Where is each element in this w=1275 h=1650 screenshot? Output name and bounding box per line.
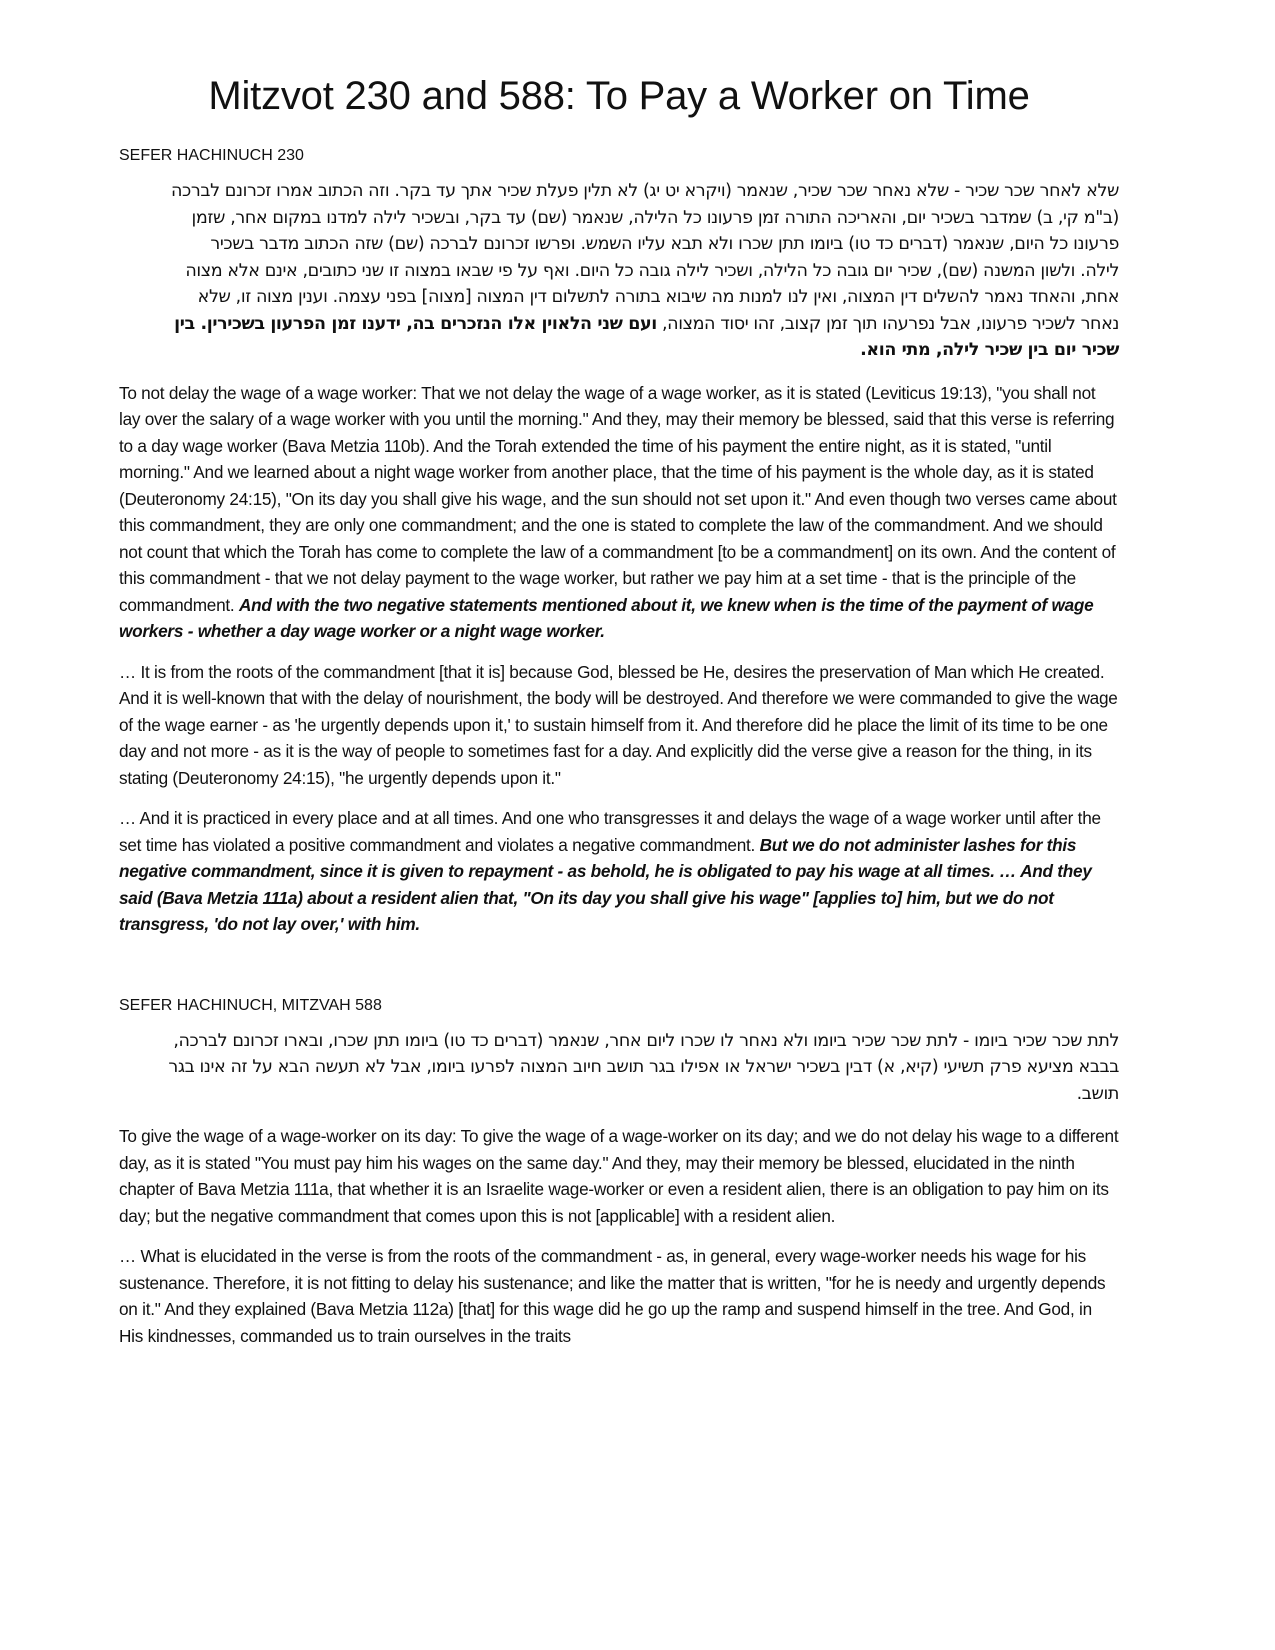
translation-paragraph [119, 805, 1119, 938]
section-label-230: SEFER HACHINUCH 230 [119, 147, 304, 164]
document-page [119, 0, 1119, 1363]
paragraph-text: … And it is practiced in every place and at all times. And one who transgresses it and delays the wage of a wage worker until after the set time has violated a positive commandment and violates a negative commandment. [119, 808, 1101, 855]
hebrew-text: לתת שכר שכיר ביומו - לתת שכר שכיר ביומו ולא נאחר לו שכרו ליום אחר, שנאמר (דברים כד טו) ביומו תתן שכרו, ובארו זכרונם לברכה, בבבא מציעא פרק תשיעי (קיא, א) דבין בשכיר ישראל או אפילו בגר תושב חיוב המצוה לפרעו ביומו, אבל לא תעשה הבא על זה אינו בגר תושב. [168, 1030, 1119, 1104]
paragraph-text: … It is from the roots of the commandment [that it is] because God, blessed be He, desires the preservation of Man which He created. And it is well-known that with the delay of nourishment, the body will be destroyed. And therefore we were commanded to give the wage of the wage earner - as 'he urgently depends upon it,' to sustain himself from it. And therefore did he place the limit of its time to be one day and not more - as it is the way of people to sometimes fast for a day. And explicitly did the verse give a reason for the thing, in its stating (Deuteronomy 24:15), "he urgently depends upon it." [119, 661, 1118, 788]
translation-paragraph [119, 380, 1119, 645]
hebrew-source-230 [119, 178, 1119, 364]
emphasis-text: And with the two negative statements mentioned about it, we knew when is the time of the payment of wage workers - whether a day wage worker or a night wage worker. [119, 594, 1094, 641]
paragraph-text: … What is elucidated in the verse is from the roots of the commandment - as, in general, every wage-worker needs his wage for his sustenance. Therefore, it is not fitting to delay his sustenance; and like the matter that is written, "for he is needy and urgently depends on it." And they explained (Bava Metzia 112a) [that] for this wage did he go up the ramp and suspend himself in the tree. And God, in His kindnesses, commanded us to train ourselves in the traits [119, 1246, 1106, 1346]
section-spacer [119, 952, 1119, 996]
paragraph-text: To give the wage of a wage-worker on its day: To give the wage of a wage-worker on its day; and we do not delay his wage to a different day, as it is stated "You must pay him his wages on the same day." And they, may their memory be blessed, elucidated in the ninth chapter of Bava Metzia 111a, that whether it is an Israelite wage-worker or even a resident alien, there is an obligation to pay him on its day; but the negative commandment that comes upon this is not [applicable] with a resident alien. [119, 1126, 1119, 1226]
emphasis-text: But we do not administer lashes for this negative commandment, since it is given to repayment - as behold, he is obligated to pay his wage at all times. … And they said (Bava Metzia 111a) about a resident alien that, "On its day you shall give his wage" [applies to] him, but we do not transgress, 'do not lay over,' with him. [119, 834, 1092, 934]
hebrew-source-588 [119, 1028, 1119, 1108]
translation-paragraph [119, 659, 1119, 792]
paragraph-text: To not delay the wage of a wage worker: That we not delay the wage of a wage worker, as it is stated (Leviticus 19:13), "you shall not lay over the salary of a wage worker with you until the morning." And they, may their memory be blessed, said that this verse is referring to a day wage worker (Bava Metzia 110b). And the Torah extended the time of his payment the entire night, as it is stated, "until morning." And we learned about a night wage worker from another place, that the time of his payment is the whole day, as it is stated (Deuteronomy 24:15), "On its day you shall give his wage, and the sun should not set upon it." And even though two verses came about this commandment, they are only one commandment; and the one is stated to complete the law of the commandment. And we should not count that which the Torah has come to complete the law of a commandment [to be a commandment] on its own. And the content of this commandment - that we not delay payment to the wage worker, but rather we pay him at a set time - that is the principle of the commandment. [119, 382, 1117, 615]
section-label-588: SEFER HACHINUCH, MITZVAH 588 [119, 996, 382, 1014]
hebrew-text: שלא לאחר שכר שכיר - שלא נאחר שכר שכיר, שנאמר (ויקרא יט יג) לא תלין פעלת שכיר אתך עד בקר. וזה הכתוב אמרו זכרונם לברכה (ב"מ קי, ב) שמדבר בשכיר יום, והאריכה התורה זמן פרעונו כל הלילה, שנאמר (שם) עד בקר, ובשכיר לילה למדנו במקום אחר, שזמן פרעונו כל היום, שנאמר (דברים כד טו) ביומו תתן שכרו ולא תבא עליו השמש. ופרשו זכרונם לברכה (שם) שזה הכתוב מדבר בשכיר לילה. ולשון המשנה (שם), שכיר יום גובה כל הלילה, ושכיר לילה גובה כל היום. ואף על פי שבאו במצוה זו שני כתובים, אינם אלא מצוה אחת, והאחד נאמר להשלים דין המצוה, ואין לנו למנות מה שיבוא בתורה לתשלום דין המצוה [מצוה] בפני עצמה. וענין מצוה זו, שלא נאחר לשכיר פרעונו, אבל נפרעהו תוך זמן קצוב, זהו יסוד המצוה, [171, 181, 1119, 334]
translation-paragraph [119, 1243, 1119, 1349]
page-title: Mitzvot 230 and 588: To Pay a Worker on Time [208, 74, 1030, 118]
hebrew-bold-text: ועם שני הלאוין אלו הנזכרים בה, ידענו זמן הפרעון בשכירין. בין שכיר יום בין שכיר לילה, מתי הוא. [174, 313, 1119, 360]
translation-paragraph [119, 1123, 1119, 1229]
